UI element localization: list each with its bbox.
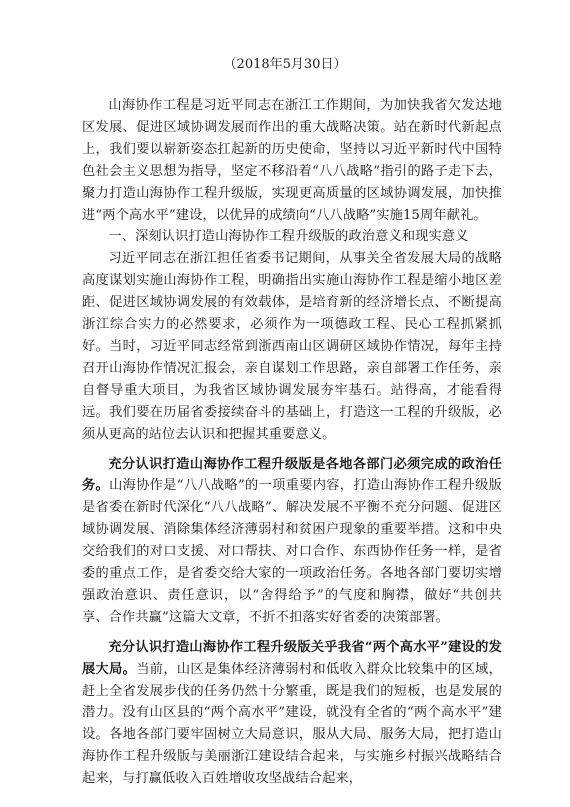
paragraph-3-lead: 充分认识打造山海协作工程升级版关乎我省“两个高水平”建设的发展大局。 bbox=[82, 639, 502, 677]
section-heading: 一、深刻认识打造山海协作工程升级版的政治意义和现实意义 bbox=[108, 229, 469, 245]
paragraph-gap bbox=[82, 446, 502, 454]
intro-paragraph: 山海协作工程是习近平同志在浙江工作期间，为加快我省欠发达地区发展、促进区域协调发展而作出的重大战略决策。站在新时代新起点上，我们要以崭新姿态扛起新的历史使命，坚持以习近平新时代中国特色社会主义思想为指导，坚定不移沿着“八八战略”指引的路子走下去，聚力打造山海协作工程升级版，实现更高质量的区域协调发展，加快推进“两个高水平”建设，以优异的成绩向“八八战略”实施15周年献礼。 bbox=[82, 98, 502, 223]
paragraph-3 bbox=[82, 637, 502, 790]
paragraph-1: 习近平同志在浙江担任省委书记期间，从事关全省发展大局的战略高度谋划实施山海协作工程，明确指出实施山海协作工程是缩小地区差距、促进区域协调发展的有效载体，是培育新的经济增长点、不断提高浙江综合实力的必然要求，必须作为一项德政工程、民心工程抓紧抓好。当时，习近平同志经常到浙西南山区调研区域协作情况，每年主持召开山海协作情况汇报会，亲自谋划工作思路，亲自部署工作任务，亲自督导重大项目，为我省区域协调发展夯牢基石。站得高，才能看得远。我们要在历届省委接续奋斗的基础上，打造这一工程的升级版，必须从更高的站位去认识和把握其重要意义。 bbox=[82, 251, 502, 442]
paragraph-2 bbox=[82, 454, 502, 629]
document-date: （2018年5月30日） bbox=[223, 57, 347, 72]
paragraph-3-rest: 当前，山区是集体经济薄弱村和低收入群众比较集中的区域，赶上全省发展步伐的任务仍然十分繁重，既是我们的短板，也是发展的潜力。没有山区县的“两个高水平”建设，就没有全省的“两个高水平”建设。各地各部门要牢固树立大局意识，服从大局、服务大局，把打造山海协作工程升级版与美丽浙江建设结合起来，与实施乡村振兴战略结合起来，与打赢低收入百姓增收攻坚战结合起来， bbox=[82, 661, 502, 787]
paragraph-2-rest: 山海协作是“八八战略”的一项重要内容，打造山海协作工程升级版是省委在新时代深化“八八战略”、解决发展不平衡不充分问题、促进区域协调发展、消除集体经济薄弱村和贫困户现象的重要举措。这和中央交给我们的对口支援、对口帮扶、对口合作、东西协作任务一样，是省委的重点工作，是省委交给大家的一项政治任务。各地各部门要切实增强政治意识、责任意识，以“舍得给予”的气度和胸襟，做好“共创共享、合作共赢”这篇大文章，不折不扣落实好省委的决策部署。 bbox=[82, 478, 502, 625]
paragraph-2-lead: 充分认识打造山海协作工程升级版是各地各部门必须完成的政治任务。 bbox=[82, 456, 502, 494]
paragraph-gap bbox=[82, 629, 502, 637]
document-body bbox=[82, 95, 502, 790]
